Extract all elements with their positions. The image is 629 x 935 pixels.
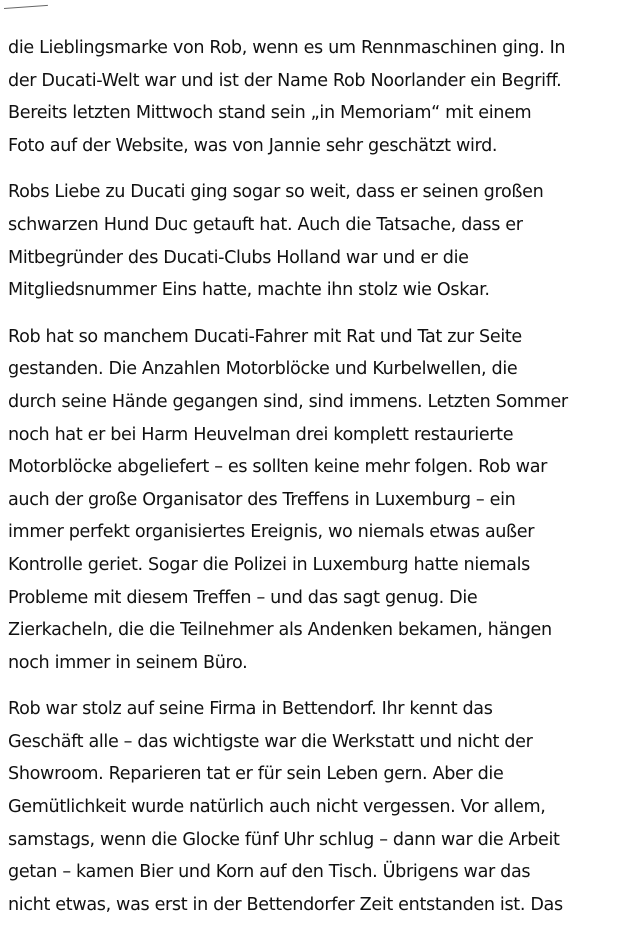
text-line: auch der große Organisator des Treffens in Luxemburg – ein <box>8 489 516 510</box>
text-line: immer perfekt organisiertes Ereignis, wo niemals etwas außer <box>8 522 535 543</box>
text-line: gestanden. Die Anzahlen Motorblöcke und Kurbelwellen, die <box>8 359 518 380</box>
paragraph-4 <box>8 693 626 921</box>
text-line: noch immer in seinem Büro. <box>8 652 248 673</box>
text-line: Robs Liebe zu Ducati ging sogar so weit, dass er seinen großen <box>8 182 544 203</box>
text-line: Rob hat so manchem Ducati-Fahrer mit Rat und Tat zur Seite <box>8 326 522 347</box>
text-line: samstags, wenn die Glocke fünf Uhr schlug – dann war die Arbeit <box>8 829 560 850</box>
text-line: Rob war stolz auf seine Firma in Bettendorf. Ihr kennt das <box>8 699 493 720</box>
text-line: schwarzen Hund Duc getauft hat. Auch die Tatsache, dass er <box>8 214 523 235</box>
document-body <box>8 32 626 935</box>
top-left-rule <box>4 5 48 9</box>
paragraph-1 <box>8 32 626 162</box>
text-line: Foto auf der Website, was von Jannie sehr geschätzt wird. <box>8 135 498 156</box>
text-line: Showroom. Reparieren tat er für sein Leben gern. Aber die <box>8 764 504 785</box>
text-line: nicht etwas, was erst in der Bettendorfer Zeit entstanden ist. Das <box>8 894 563 915</box>
text-line: Zierkacheln, die die Teilnehmer als Andenken bekamen, hängen <box>8 620 552 641</box>
text-line: getan – kamen Bier und Korn auf den Tisch. Übrigens war das <box>8 862 531 883</box>
text-line: Probleme mit diesem Treffen – und das sagt genug. Die <box>8 587 478 608</box>
text-line: die Lieblingsmarke von Rob, wenn es um Rennmaschinen ging. In <box>8 38 566 58</box>
text-line: durch seine Hände gegangen sind, sind immens. Letzten Sommer <box>8 391 568 412</box>
text-line: noch hat er bei Harm Heuvelman drei komplett restaurierte <box>8 424 514 445</box>
text-line: Gemütlichkeit wurde natürlich auch nicht vergessen. Vor allem, <box>8 797 546 818</box>
text-line: Geschäft alle – das wichtigste war die Werkstatt und nicht der <box>8 731 533 752</box>
text-line: Bereits letzten Mittwoch stand sein „in Memoriam“ mit einem <box>8 103 532 124</box>
paragraph-3 <box>8 321 626 680</box>
text-line: Mitgliedsnummer Eins hatte, machte ihn stolz wie Oskar. <box>8 280 490 301</box>
text-line: Mitbegründer des Ducati-Clubs Holland war und er die <box>8 247 469 268</box>
text-line: Motorblöcke abgeliefert – es sollten keine mehr folgen. Rob war <box>8 457 548 478</box>
text-line: der Ducati-Welt war und ist der Name Rob Noorlander ein Begriff. <box>8 70 562 91</box>
paragraph-2 <box>8 176 626 306</box>
text-line: Kontrolle geriet. Sogar die Polizei in Luxemburg hatte niemals <box>8 554 530 575</box>
